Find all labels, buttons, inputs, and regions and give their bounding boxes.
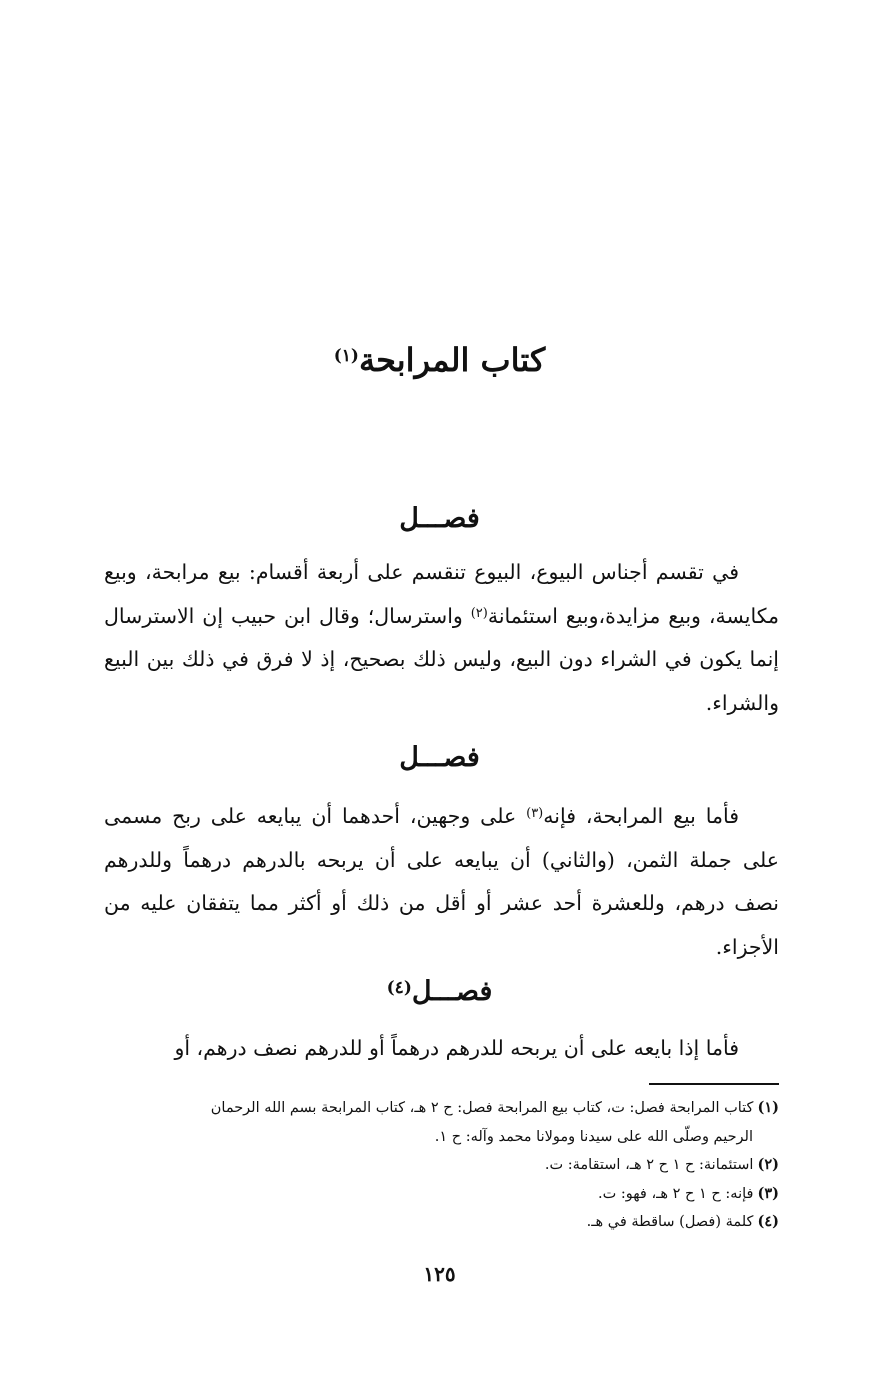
footnote-number: (١) xyxy=(757,1099,779,1116)
book-title xyxy=(0,330,879,390)
section-heading-1 xyxy=(0,494,879,544)
footnote-continuation: الرحيم وصلّى الله على سيدنا ومولانا محمد وآله: ح ١. xyxy=(434,1128,753,1145)
footnote-4 xyxy=(104,1208,779,1237)
title-footnote-marker: (١) xyxy=(333,346,359,366)
section-heading-2 xyxy=(0,733,879,783)
section-heading-1-text: فصـــل xyxy=(399,503,480,534)
section-heading-3-text: فصـــل xyxy=(411,976,493,1007)
footnotes-list xyxy=(104,1094,779,1237)
paragraph-text: فأما بيع المرابحة، فإنه xyxy=(543,804,740,828)
footnote-text: كتاب المرابحة فصل: ت، كتاب بيع المرابحة فصل: ح ٢ هـ، كتاب المرابحة بسم الله الرحمان xyxy=(210,1100,754,1116)
footnote-text: استئمانة: ح ١ ح ٢ هـ، استقامة: ت. xyxy=(544,1157,754,1173)
footnote-number: (٢) xyxy=(757,1156,779,1173)
paragraph-text: فأما إذا بايعه على أن يربحه للدرهم درهماً أو للدرهم نصف درهم، أو xyxy=(174,1036,739,1060)
paragraph-text: في تقسم أجناس البيوع، البيوع تنقسم على أربعة أقسام: بيع مرابحة، وبيع مكايسة، وبيع مزايدة،وبيع استئمانة xyxy=(104,560,779,628)
footnote-marker-3: (٣) xyxy=(526,806,544,821)
footnote-marker-4: (٤) xyxy=(386,978,412,998)
footnote-1 xyxy=(104,1094,779,1151)
footnote-3 xyxy=(104,1180,779,1209)
footnote-number: (٤) xyxy=(757,1213,779,1230)
footnote-text: فإنه: ح ١ ح ٢ هـ، فهو: ت. xyxy=(598,1185,754,1202)
footnote-text: كلمة (فصل) ساقطة في هـ. xyxy=(586,1214,754,1230)
paragraph-text: واسترسال؛ وقال ابن حبيب إن الاسترسال إنما يكون في الشراء دون البيع، وليس ذلك بصحيح، إذ لا فرق في ذلك بين البيع والشراء. xyxy=(104,603,779,715)
footnote-2 xyxy=(104,1151,779,1180)
footnote-separator xyxy=(649,1083,779,1085)
page-number: ١٢٥ xyxy=(423,1262,456,1286)
paragraph-text: على وجهين، أحدهما أن يبايعه على ربح مسمى على جملة الثمن، (والثاني) أن يبايعه على أن يربحه بالدرهم درهماً وللدرهم نصف درهم، وللعشرة أحد عشر أو أقل من ذلك أو أكثر مما يتفقان عليه من الأجزاء. xyxy=(104,804,779,959)
section-2-paragraph xyxy=(104,795,779,969)
section-heading-2-text: فصـــل xyxy=(399,742,480,773)
book-title-text: كتاب المرابحة xyxy=(358,341,546,379)
footnote-number: (٣) xyxy=(757,1184,779,1202)
section-3-paragraph xyxy=(104,1027,779,1071)
footnote-marker-2: (٢) xyxy=(470,605,488,621)
section-1-paragraph xyxy=(104,551,779,725)
section-heading-3 xyxy=(0,967,879,1017)
